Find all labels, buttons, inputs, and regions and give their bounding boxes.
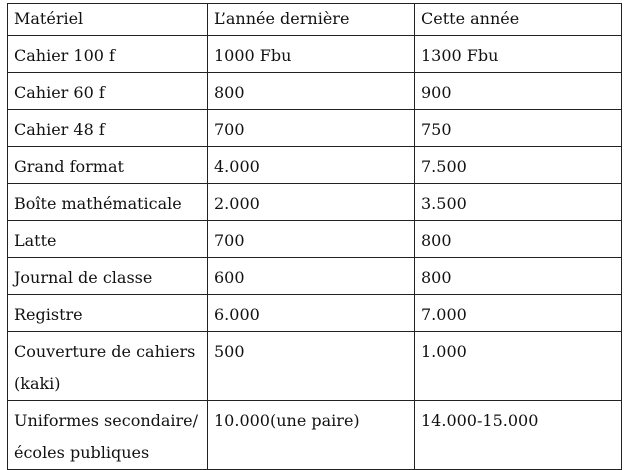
header-last-year: L’année dernière — [208, 4, 415, 36]
table-row — [8, 258, 622, 295]
table-header-row — [8, 4, 622, 36]
table-row — [8, 332, 622, 401]
cell-this-year: 14.000-15.000 — [415, 401, 622, 470]
cell-this-year: 7.500 — [415, 147, 622, 184]
cell-item: Journal de classe — [8, 258, 208, 295]
cell-last-year: 600 — [208, 258, 415, 295]
table-row — [8, 73, 622, 110]
table-row — [8, 110, 622, 147]
cell-item-line: Uniformes secondaire/ — [14, 411, 199, 430]
cell-last-year: 700 — [208, 110, 415, 147]
cell-item: Latte — [8, 221, 208, 258]
cell-item: Cahier 60 f — [8, 73, 208, 110]
cell-last-year: 1000 Fbu — [208, 36, 415, 73]
cell-this-year: 750 — [415, 110, 622, 147]
table-row — [8, 184, 622, 221]
cell-last-year: 500 — [208, 332, 415, 401]
cell-last-year: 800 — [208, 73, 415, 110]
cell-item — [8, 332, 208, 401]
table-row — [8, 221, 622, 258]
table-row — [8, 147, 622, 184]
cell-item: Grand format — [8, 147, 208, 184]
table-row — [8, 401, 622, 470]
cell-this-year: 3.500 — [415, 184, 622, 221]
cell-last-year: 6.000 — [208, 295, 415, 332]
header-this-year: Cette année — [415, 4, 622, 36]
table-row — [8, 36, 622, 73]
cell-last-year: 2.000 — [208, 184, 415, 221]
cell-this-year: 1300 Fbu — [415, 36, 622, 73]
cell-this-year: 7.000 — [415, 295, 622, 332]
cell-last-year: 4.000 — [208, 147, 415, 184]
table-row — [8, 295, 622, 332]
price-comparison-table — [7, 3, 622, 470]
cell-last-year: 700 — [208, 221, 415, 258]
cell-item: Registre — [8, 295, 208, 332]
cell-this-year: 800 — [415, 221, 622, 258]
cell-item: Boîte mathématicale — [8, 184, 208, 221]
cell-item: Cahier 48 f — [8, 110, 208, 147]
cell-item-line: écoles publiques — [14, 443, 150, 462]
cell-item — [8, 401, 208, 470]
cell-last-year: 10.000(une paire) — [208, 401, 415, 470]
cell-item: Cahier 100 f — [8, 36, 208, 73]
cell-this-year: 1.000 — [415, 332, 622, 401]
cell-item-line: Couverture de cahiers — [14, 342, 196, 361]
cell-this-year: 900 — [415, 73, 622, 110]
header-materiel: Matériel — [8, 4, 208, 36]
cell-item-line: (kaki) — [14, 374, 61, 393]
cell-this-year: 800 — [415, 258, 622, 295]
